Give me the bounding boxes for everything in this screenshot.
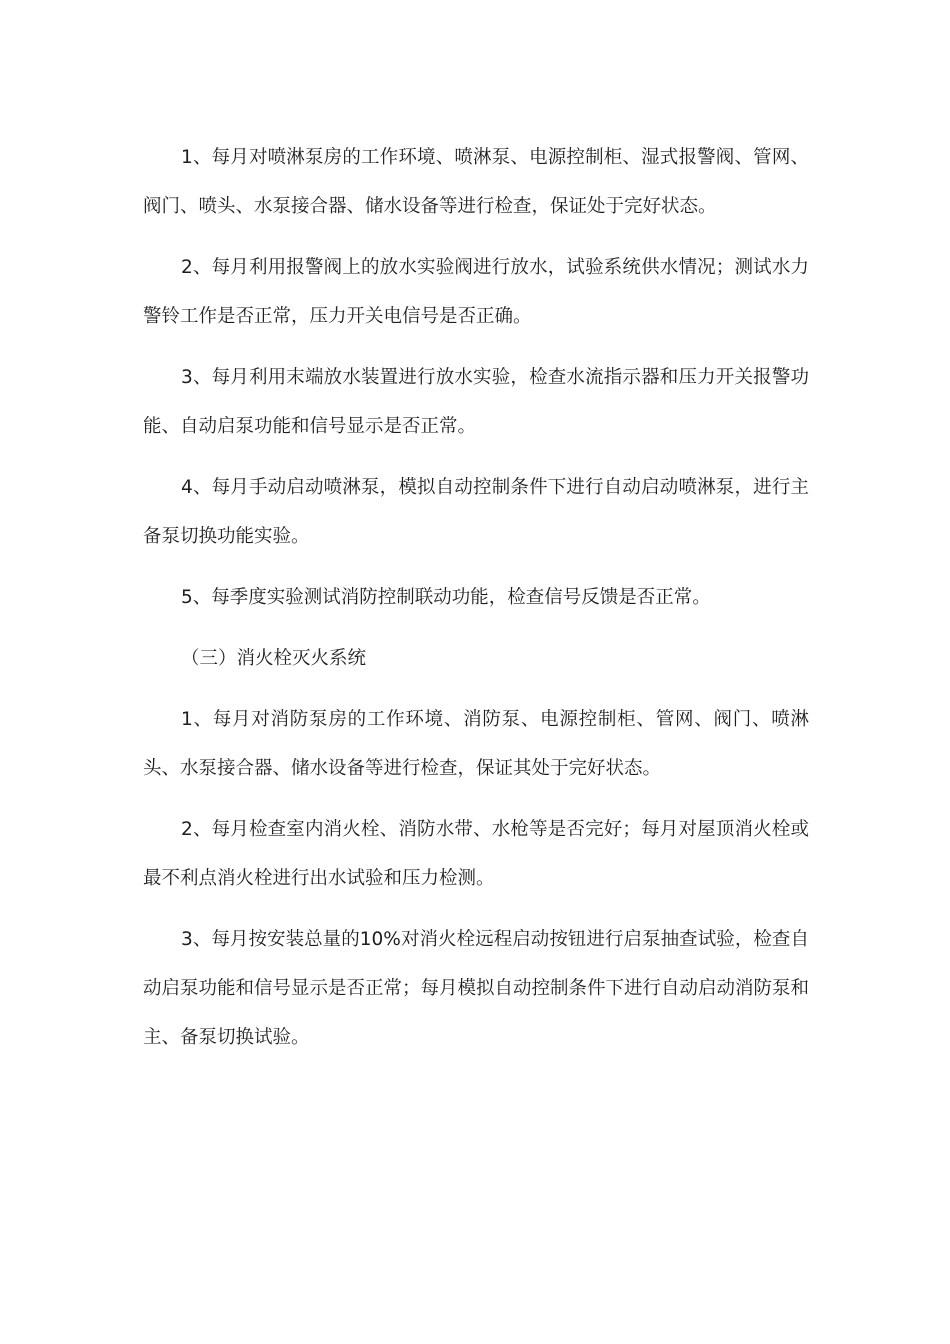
section-heading-hydrant-system: （三）消火栓灭火系统: [181, 648, 367, 669]
paragraph-quarterly-linkage-test: 5、每季度实验测试消防控制联动功能，检查信号反馈是否正常。: [181, 587, 711, 608]
paragraph-sprinkler-pump-room-check: 1、每月对喷淋泵房的工作环境、喷淋泵、电源控制柜、湿式报警阀、管网、阀门、喷头、水泵接合器、储水设备等进行检查，保证处于完好状态。: [143, 147, 809, 217]
paragraph-remote-start-test: 3、每月按安装总量的10%对消火栓远程启动按钮进行启泵抽查试验，检查自动启泵功能和信号显示是否正常；每月模拟自动控制条件下进行自动启动消防泵和主、备泵切换试验。: [143, 929, 810, 1048]
paragraph-sprinkler-pump-start: 4、每月手动启动喷淋泵，模拟自动控制条件下进行自动启动喷淋泵，进行主备泵切换功能实验。: [143, 477, 809, 547]
paragraph-fire-pump-room-check: 1、每月对消防泵房的工作环境、消防泵、电源控制柜、管网、阀门、喷淋头、水泵接合器、储水设备等进行检查，保证其处于完好状态。: [143, 709, 809, 779]
document-body: [143, 133, 809, 1074]
paragraph-hydrant-inspection: 2、每月检查室内消火栓、消防水带、水枪等是否完好；每月对屋顶消火栓或最不利点消火栓进行出水试验和压力检测。: [143, 819, 809, 889]
paragraph-alarm-valve-test: 2、每月利用报警阀上的放水实验阀进行放水，试验系统供水情况；测试水力警铃工作是否正常，压力开关电信号是否正确。: [143, 257, 809, 327]
paragraph-end-drain-test: 3、每月利用末端放水装置进行放水实验，检查水流指示器和压力开关报警功能、自动启泵功能和信号显示是否正常。: [143, 367, 809, 437]
